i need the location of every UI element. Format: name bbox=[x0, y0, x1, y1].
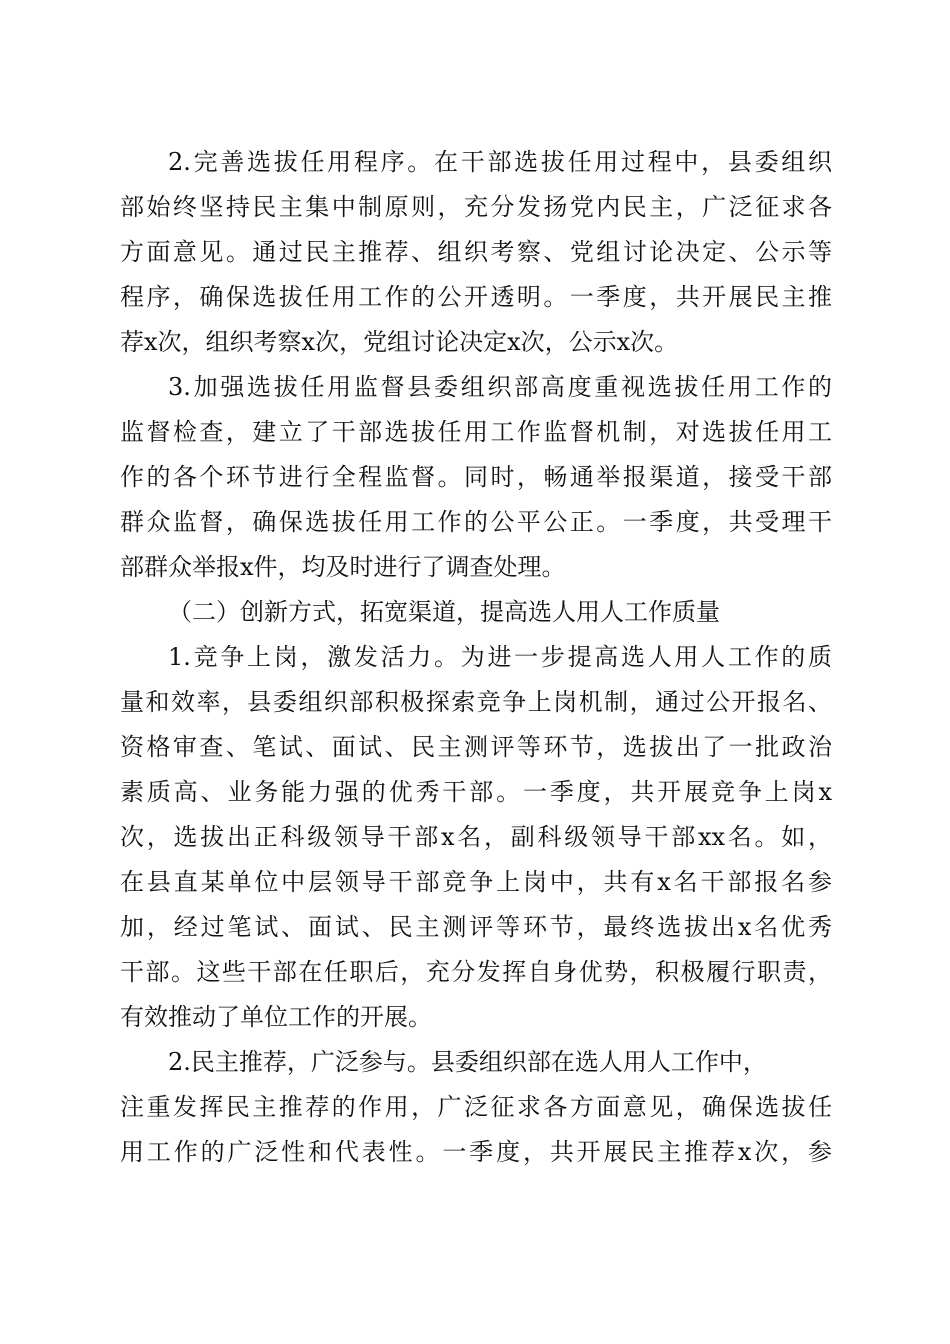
paragraph-3-line-1: 3.加强选拔任用监督县委组织部高度重视选拔任用工作的 bbox=[168, 373, 832, 401]
paragraph-4-line-7: 加，经过笔试、面试、民主测评等环节，最终选拔出x名优秀 bbox=[120, 913, 832, 941]
paragraph-5-line-2: 注重发挥民主推荐的作用，广泛征求各方面意见，确保选拔任 bbox=[120, 1093, 832, 1121]
paragraph-3-line-5: 部群众举报x件，均及时进行了调查处理。 bbox=[120, 553, 566, 581]
paragraph-2-line-4: 程序，确保选拔任用工作的公开透明。一季度，共开展民主推 bbox=[120, 283, 832, 311]
section-heading: （二）创新方式，拓宽渠道，提高选人用人工作质量 bbox=[168, 598, 720, 626]
paragraph-2-line-5: 荐x次，组织考察x次，党组讨论决定x次，公示x次。 bbox=[120, 328, 679, 356]
paragraph-2-line-1: 2.完善选拔任用程序。在干部选拔任用过程中，县委组织 bbox=[168, 148, 832, 176]
paragraph-4-line-9: 有效推动了单位工作的开展。 bbox=[120, 1003, 432, 1031]
body-text bbox=[120, 140, 832, 1175]
paragraph-3-line-2: 监督检查，建立了干部选拔任用工作监督机制，对选拔任用工 bbox=[120, 418, 832, 446]
paragraph-4-line-5: 次，选拔出正科级领导干部x名，副科级领导干部xx名。如， bbox=[120, 823, 832, 851]
paragraph-4-line-8: 干部。这些干部在任职后，充分发挥自身优势，积极履行职责， bbox=[120, 958, 832, 986]
paragraph-5-line-3: 用工作的广泛性和代表性。一季度，共开展民主推荐x次，参 bbox=[120, 1138, 832, 1166]
paragraph-4-line-1: 1.竞争上岗，激发活力。为进一步提高选人用人工作的质 bbox=[168, 643, 832, 671]
paragraph-4-line-3: 资格审查、笔试、面试、民主测评等环节，选拔出了一批政治 bbox=[120, 733, 832, 761]
paragraph-2-line-2: 部始终坚持民主集中制原则，充分发扬党内民主，广泛征求各 bbox=[120, 193, 832, 221]
paragraph-2-line-3: 方面意见。通过民主推荐、组织考察、党组讨论决定、公示等 bbox=[120, 238, 832, 266]
paragraph-4-line-4: 素质高、业务能力强的优秀干部。一季度，共开展竞争上岗x bbox=[120, 778, 832, 806]
paragraph-4-line-2: 量和效率，县委组织部积极探索竞争上岗机制，通过公开报名、 bbox=[120, 688, 832, 716]
paragraph-5-line-1: 2.民主推荐，广泛参与。县委组织部在选人用人工作中， bbox=[168, 1048, 767, 1076]
paragraph-3-line-3: 作的各个环节进行全程监督。同时，畅通举报渠道，接受干部 bbox=[120, 463, 832, 491]
paragraph-4-line-6: 在县直某单位中层领导干部竞争上岗中，共有x名干部报名参 bbox=[120, 868, 832, 896]
paragraph-3-line-4: 群众监督，确保选拔任用工作的公平公正。一季度，共受理干 bbox=[120, 508, 832, 536]
